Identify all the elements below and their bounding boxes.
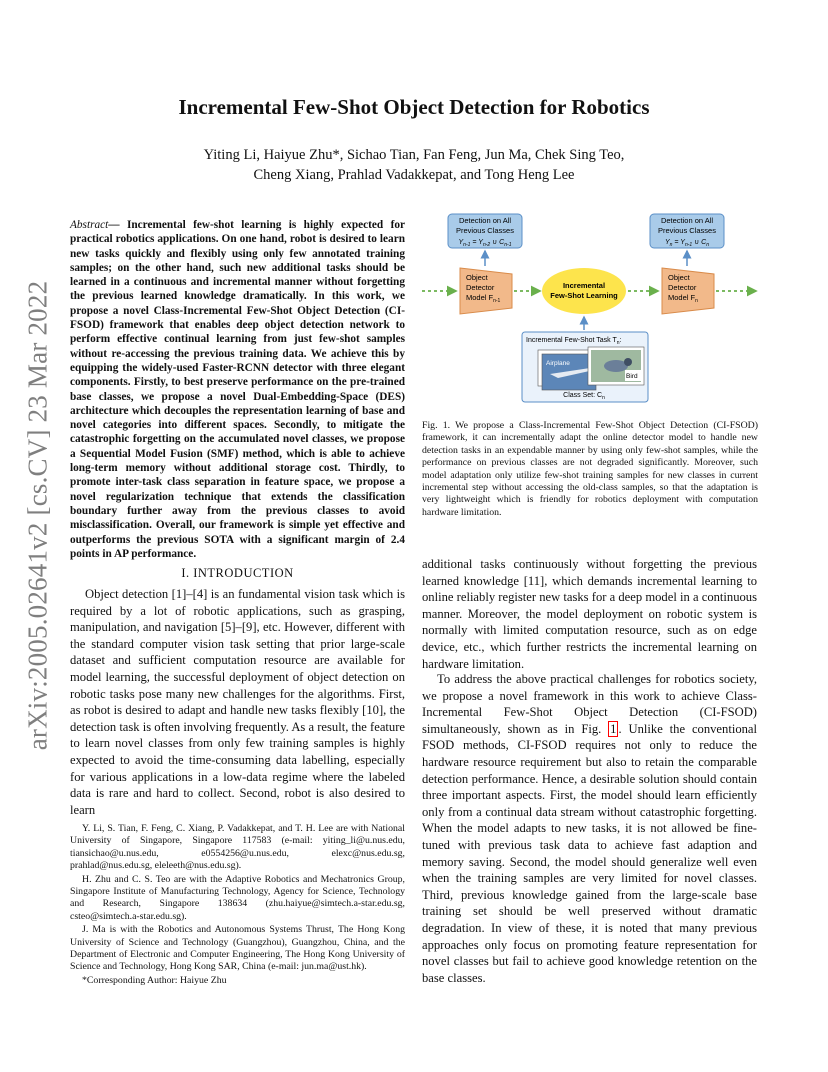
incremental-learning-node xyxy=(542,268,626,314)
figure-1-ref-link[interactable]: 1 xyxy=(610,721,617,736)
svg-text:Class Set: Cn: Class Set: $C_n$ xyxy=(563,392,605,401)
detector-model-current xyxy=(662,268,714,314)
detector-model-prev xyxy=(460,268,512,314)
svg-text:Detection on All: Detection on All xyxy=(660,216,714,225)
svg-text:Airplane: Airplane xyxy=(546,360,570,367)
svg-text:Few-Shot Learning: Few-Shot Learning xyxy=(550,291,618,300)
svg-text:Detection on All: Detection on All xyxy=(458,216,512,225)
abstract xyxy=(70,218,405,561)
intro-paragraph: Object detection [1]–[4] is an fundamental vision task which is required by a lot of robotic applications, such as grasping, manipulation, and navigation [5]–[9], etc. However, different with the standard computer vision task setting that prior large-scale dataset and sufficient computation resource are available for model learning, the successful deployment of object detection on robotic tasks pose many new challenges for the algorithms. First, as robot is desired to adapt and handle new tasks flexibly [10], the detection task is often involving frequently. As a result, the feature to learn novel classes from only few training samples is highly expected to avoid the time-consuming data labelling, especially for various applications in a low-data regime where the labeled data is rare and hard to collect. Second, robot is also desired to learn xyxy=(70,587,405,817)
svg-text:Object: Object xyxy=(466,273,488,282)
abstract-lead: Abstract xyxy=(70,219,109,231)
detection-box-current xyxy=(650,214,724,248)
paper-title: Incremental Few-Shot Object Detection for Robotics xyxy=(178,95,650,119)
author-line-2: Cheng Xiang, Prahlad Vadakkepat, and Tong Heng Lee xyxy=(253,167,575,183)
svg-text:Object: Object xyxy=(668,273,690,282)
figure-1-diagram xyxy=(420,208,760,406)
right-paragraph-1: additional tasks continuously without forgetting the previous learned knowledge [11], which demands incremental learning to online reliably register new tasks for a deep model in a continuous manner. Moreover, the model deployment on robotic system is normally with limited computation resource, such as on edge device, etc., which further restricts the incremental learning on hardware limitation. xyxy=(422,557,757,671)
svg-text:Incremental Few-Shot Task Tn:: Incremental Few-Shot Task $T_n$: xyxy=(526,337,622,346)
svg-text:Model Fn-1: Model $F_{n-1}$ xyxy=(466,293,501,304)
svg-text:Previous Classes: Previous Classes xyxy=(658,226,716,235)
footnote-corresponding: *Corresponding Author: Haiyue Zhu xyxy=(82,974,227,986)
figure-caption: Fig. 1. We propose a Class-Incremental Few-Shot Object Detection (CI-FSOD) framework, it can incrementally adapt the online detector model to handle new detection tasks in an expendable manner by using only few-shot samples, while the performance on previous classes are not degraded significantly. Moreover, such model adaptation only utilize few-shot training samples for new classes in current incremental step without accessing the old-class samples, so that the adaptation is very lightweight which is friendly for robotics deployment with computation hardware limitation. xyxy=(422,420,758,518)
svg-text:Incremental: Incremental xyxy=(562,281,606,290)
footnote-affiliation-2: H. Zhu and C. S. Teo are with the Adaptive Robotics and Mechatronics Group, Singapore Institute of Manufacturing Technology, Agency for Science, Technology and Research, Singapore 138634 (zhu.haiyue@simtech.a-star.edu.sg, csteo@simtech.a-star.edu.sg). xyxy=(70,873,405,922)
svg-text:Yn = Yn-1 ∪ Cn: $Y_n = Y_{n-1}$ ∪ $C_n$ xyxy=(664,239,710,248)
few-shot-task-box xyxy=(522,332,648,402)
arxiv-stamp xyxy=(16,255,60,775)
section-heading: I. INTRODUCTION xyxy=(181,566,294,580)
svg-text:Model Fn: Model $F_n$ xyxy=(668,293,698,304)
abstract-text: — Incremental few-shot learning is highly expected for practical robotics applications. On one hand, robot is desired to learn new tasks quickly and flexibly using only few annotated training samples; on the other hand, such new additional tasks should be learned in a continuous and incremental manner without forgetting the previous learned knowledge dramatically. In this work, we propose a novel Class-Incremental Few-Shot Object Detection (CI-FSOD) framework that enables deep object detection network to perform effective continual learning from just few-shot samples without re-accessing the previous training data. We achieve this by equipping the widely-used Faster-RCNN detector with three elegant components. Firstly, to best preserve performance on the pre-trained base classes, we propose a novel Dual-Embedding-Space (DES) architecture which decouples the representation learning of base and novel categories into different spaces. Secondly, to mitigate the catastrophic forgetting on the accumulated novel classes, we propose a Sequential Model Fusion (SMF) method, which is able to achieve long-term memory without additional storage cost. Thirdly, to promote inter-task class separation in feature space, we propose a novel regularization technique that extends the classification boundary further away from the previous classes to avoid misclassification. Overall, our framework is simple yet effective and outperforms the previous SOTA with a significant margin of 2.4 points in AP performance. xyxy=(70,219,405,560)
svg-text:Yn-1 = Yn-2 ∪ Cn-1: $Y_{n-1} = Y_{n-2}$ ∪ $C_{n-1}$ xyxy=(458,239,512,248)
footnotes xyxy=(70,823,405,988)
right-paragraph-2: To address the above practical challenges for robotics society, we propose a novel framework in this work to achieve Class-Incremental Few-Shot Object Detection (CI-FSOD) simultaneously, shown as in Fig. 1 . Unlike the conventional FSOD methods, CI-FSOD requires not only to reduce the hardware resource requirement but also to retain the comparable detection performance. Hence, a desirable solution should contain three important aspects. First, the model should learn efficiently only from a continual data stream without catastrophic forgetting. When the model adapts to new tasks, it is not allowed be fine-tuned with previous task data to achieve fast adaption and memory saving. Second, the model should generalize well even when the training samples are very limited for novel classes. Third, previous knowledge gained from the large-scale base training set should be well preserved without dramatic degradation. In view of these, it is noted that many previous approaches only focus on promoting feature representation for novel classes but fail to achieve good knowledge retention on the base classes. xyxy=(422,672,757,985)
detection-box-previous xyxy=(448,214,522,248)
svg-text:Detector: Detector xyxy=(466,283,495,292)
svg-text:Previous Classes: Previous Classes xyxy=(456,226,514,235)
footnote-affiliation-1: Y. Li, S. Tian, F. Feng, C. Xiang, P. Vadakkepat, and T. H. Lee are with National University of Singapore, Singapore 117583 (e-mail: yiting_li@u.nus.edu, tiansichao@u.nus.edu, e0554256@u.nus.edu, elexc@nus.edu.sg, prahlad@nus.edu.sg, eleleeth@nus.edu.sg). xyxy=(70,823,405,872)
footnote-affiliation-3: J. Ma is with the Robotics and Autonomous Systems Thrust, The Hong Kong University of Science and Technology (Guangzhou), Guangzhou, China, and the Department of Electronic and Computer Engineering, The Hong Kong University of Science and Technology, Hong Kong SAR, China (e-mail: jun.ma@ust.hk). xyxy=(70,924,405,973)
svg-text:Detector: Detector xyxy=(668,283,697,292)
author-line-1: Yiting Li, Haiyue Zhu*, Sichao Tian, Fan Feng, Jun Ma, Chek Sing Teo, xyxy=(203,147,625,163)
svg-text:Bird: Bird xyxy=(626,373,638,380)
arxiv-stamp-text: arXiv:2005.02641v2 [cs.CV] 23 Mar 2022 xyxy=(22,280,53,750)
author-list xyxy=(80,145,748,185)
